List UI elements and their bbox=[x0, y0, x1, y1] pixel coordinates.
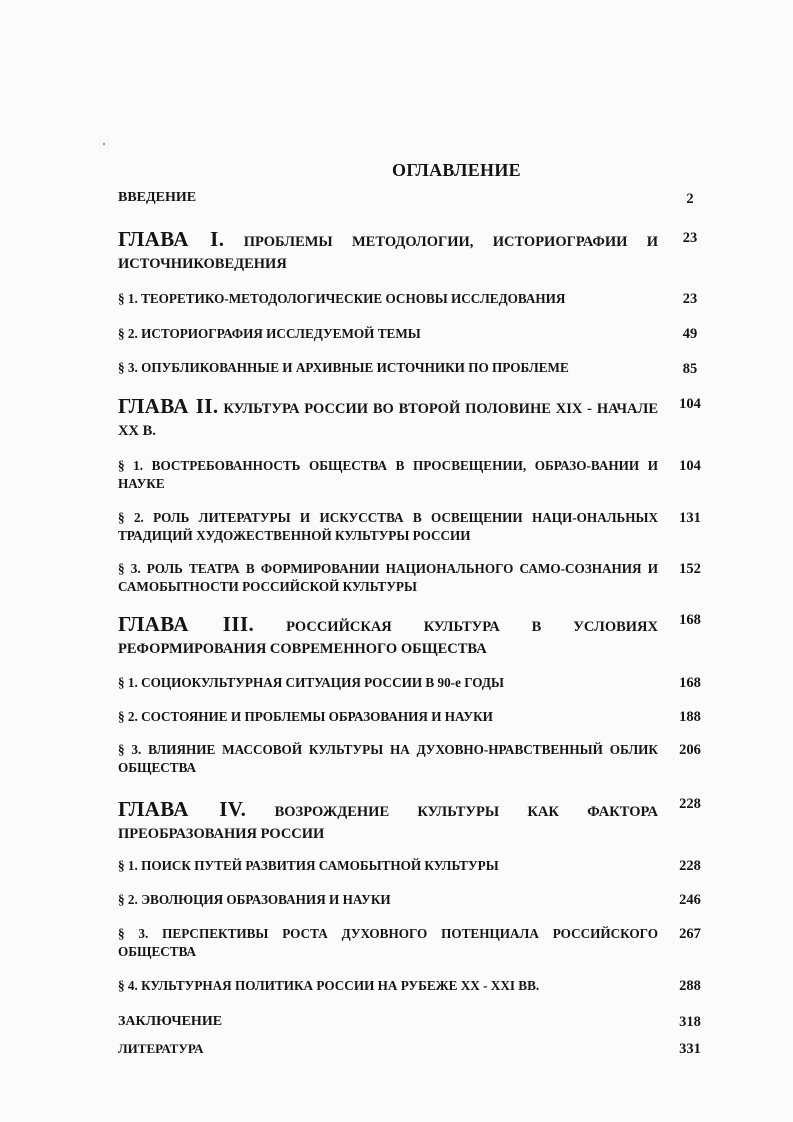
section-page: 188 bbox=[679, 709, 701, 725]
chapter-page: 228 bbox=[679, 796, 701, 812]
toc-section bbox=[118, 708, 658, 726]
section-page: 288 bbox=[679, 978, 701, 994]
toc-section bbox=[118, 509, 658, 545]
section-text: § 1. ВОСТРЕБОВАННОСТЬ ОБЩЕСТВА В ПРОСВЕЩЕНИИ, ОБРАЗО-ВАНИИ И НАУКЕ bbox=[118, 458, 658, 491]
section-text: § 1. ПОИСК ПУТЕЙ РАЗВИТИЯ САМОБЫТНОЙ КУЛЬТУРЫ bbox=[118, 858, 499, 873]
toc-literature-label: ЛИТЕРАТУРА bbox=[118, 1041, 204, 1056]
toc-chapter-1 bbox=[118, 228, 658, 275]
toc-chapter-2 bbox=[118, 395, 658, 442]
chapter-page: 168 bbox=[679, 612, 701, 628]
section-page: 23 bbox=[682, 291, 698, 307]
section-text: § 2. ИСТОРИОГРАФИЯ ИССЛЕДУЕМОЙ ТЕМЫ bbox=[118, 326, 421, 341]
toc-intro-page: 2 bbox=[686, 191, 694, 207]
section-page: 267 bbox=[679, 926, 701, 942]
toc-section bbox=[118, 977, 658, 995]
toc-conclusion bbox=[118, 1014, 658, 1030]
chapter-label: ГЛАВА IV. bbox=[118, 797, 247, 821]
chapter-title: РОССИЙСКАЯ КУЛЬТУРА В УСЛОВИЯХ РЕФОРМИРОВАНИЯ СОВРЕМЕННОГО ОБЩЕСТВА bbox=[118, 619, 659, 657]
toc-intro-label: ВВЕДЕНИЕ bbox=[118, 190, 197, 205]
chapter-page: 23 bbox=[682, 230, 698, 246]
toc-section bbox=[118, 359, 658, 377]
section-text: § 3. РОЛЬ ТЕАТРА В ФОРМИРОВАНИИ НАЦИОНАЛЬНОГО САМО-СОЗНАНИЯ И САМОБЫТНОСТИ РОССИЙСКОЙ КУЛЬТУРЫ bbox=[118, 561, 658, 594]
section-text: § 2. РОЛЬ ЛИТЕРАТУРЫ И ИСКУССТВА В ОСВЕЩЕНИИ НАЦИ-ОНАЛЬНЫХ ТРАДИЦИЙ ХУДОЖЕСТВЕННОЙ КУЛЬТУРЫ РОССИИ bbox=[118, 510, 658, 543]
section-page: 228 bbox=[679, 858, 701, 874]
section-text: § 3. ПЕРСПЕКТИВЫ РОСТА ДУХОВНОГО ПОТЕНЦИАЛА РОССИЙСКОГО ОБЩЕСТВА bbox=[118, 926, 658, 959]
chapter-label: ГЛАВА I. bbox=[118, 227, 225, 251]
toc-section bbox=[118, 457, 658, 493]
toc-section bbox=[118, 925, 658, 961]
section-page: 206 bbox=[679, 742, 701, 758]
section-text: § 3. ОПУБЛИКОВАННЫЕ И АРХИВНЫЕ ИСТОЧНИКИ ПО ПРОБЛЕМЕ bbox=[118, 360, 569, 375]
section-text: § 2. ЭВОЛЮЦИЯ ОБРАЗОВАНИЯ И НАУКИ bbox=[118, 892, 391, 907]
toc-section bbox=[118, 891, 658, 909]
chapter-title: ВОЗРОЖДЕНИЕ КУЛЬТУРЫ КАК ФАКТОРА ПРЕОБРАЗОВАНИЯ РОССИИ bbox=[118, 804, 658, 842]
section-text: § 3. ВЛИЯНИЕ МАССОВОЙ КУЛЬТУРЫ НА ДУХОВНО-НРАВСТВЕННЫЙ ОБЛИК ОБЩЕСТВА bbox=[118, 742, 658, 775]
chapter-label: ГЛАВА II. bbox=[118, 394, 219, 418]
section-text: § 2. СОСТОЯНИЕ И ПРОБЛЕМЫ ОБРАЗОВАНИЯ И НАУКИ bbox=[118, 709, 493, 724]
section-text: § 4. КУЛЬТУРНАЯ ПОЛИТИКА РОССИИ НА РУБЕЖЕ XX - XXI ВВ. bbox=[118, 978, 540, 993]
section-page: 49 bbox=[682, 326, 698, 342]
toc-title: ОГЛАВЛЕНИЕ bbox=[392, 160, 521, 180]
toc-section bbox=[118, 325, 658, 343]
toc-conclusion-label: ЗАКЛЮЧЕНИЕ bbox=[118, 1014, 223, 1029]
toc-section bbox=[118, 674, 658, 692]
section-page: 104 bbox=[679, 458, 701, 474]
section-page: 168 bbox=[679, 675, 701, 691]
chapter-page: 104 bbox=[679, 396, 701, 412]
chapter-title: КУЛЬТУРА РОССИИ ВО ВТОРОЙ ПОЛОВИНЕ XIX - НАЧАЛЕ XX В. bbox=[118, 401, 659, 439]
toc-intro bbox=[118, 190, 658, 206]
toc-conclusion-page: 318 bbox=[679, 1014, 701, 1030]
chapter-label: ГЛАВА III. bbox=[118, 612, 255, 636]
toc-section bbox=[118, 741, 658, 777]
section-page: 152 bbox=[679, 561, 701, 577]
toc-section bbox=[118, 857, 658, 875]
section-page: 131 bbox=[679, 510, 701, 526]
section-page: 85 bbox=[682, 361, 698, 377]
toc-literature bbox=[118, 1041, 658, 1057]
toc-chapter-4 bbox=[118, 798, 658, 845]
scan-speck bbox=[103, 143, 105, 145]
toc-literature-page: 331 bbox=[679, 1041, 701, 1057]
toc-section bbox=[118, 290, 658, 308]
section-text: § 1. СОЦИОКУЛЬТУРНАЯ СИТУАЦИЯ РОССИИ В 90-е ГОДЫ bbox=[118, 675, 504, 690]
section-page: 246 bbox=[679, 892, 701, 908]
toc-chapter-3 bbox=[118, 613, 658, 660]
toc-section bbox=[118, 560, 658, 596]
section-text: § 1. ТЕОРЕТИКО-МЕТОДОЛОГИЧЕСКИЕ ОСНОВЫ ИССЛЕДОВАНИЯ bbox=[118, 291, 566, 306]
chapter-title: ПРОБЛЕМЫ МЕТОДОЛОГИИ, ИСТОРИОГРАФИИ И ИСТОЧНИКОВЕДЕНИЯ bbox=[118, 234, 658, 272]
